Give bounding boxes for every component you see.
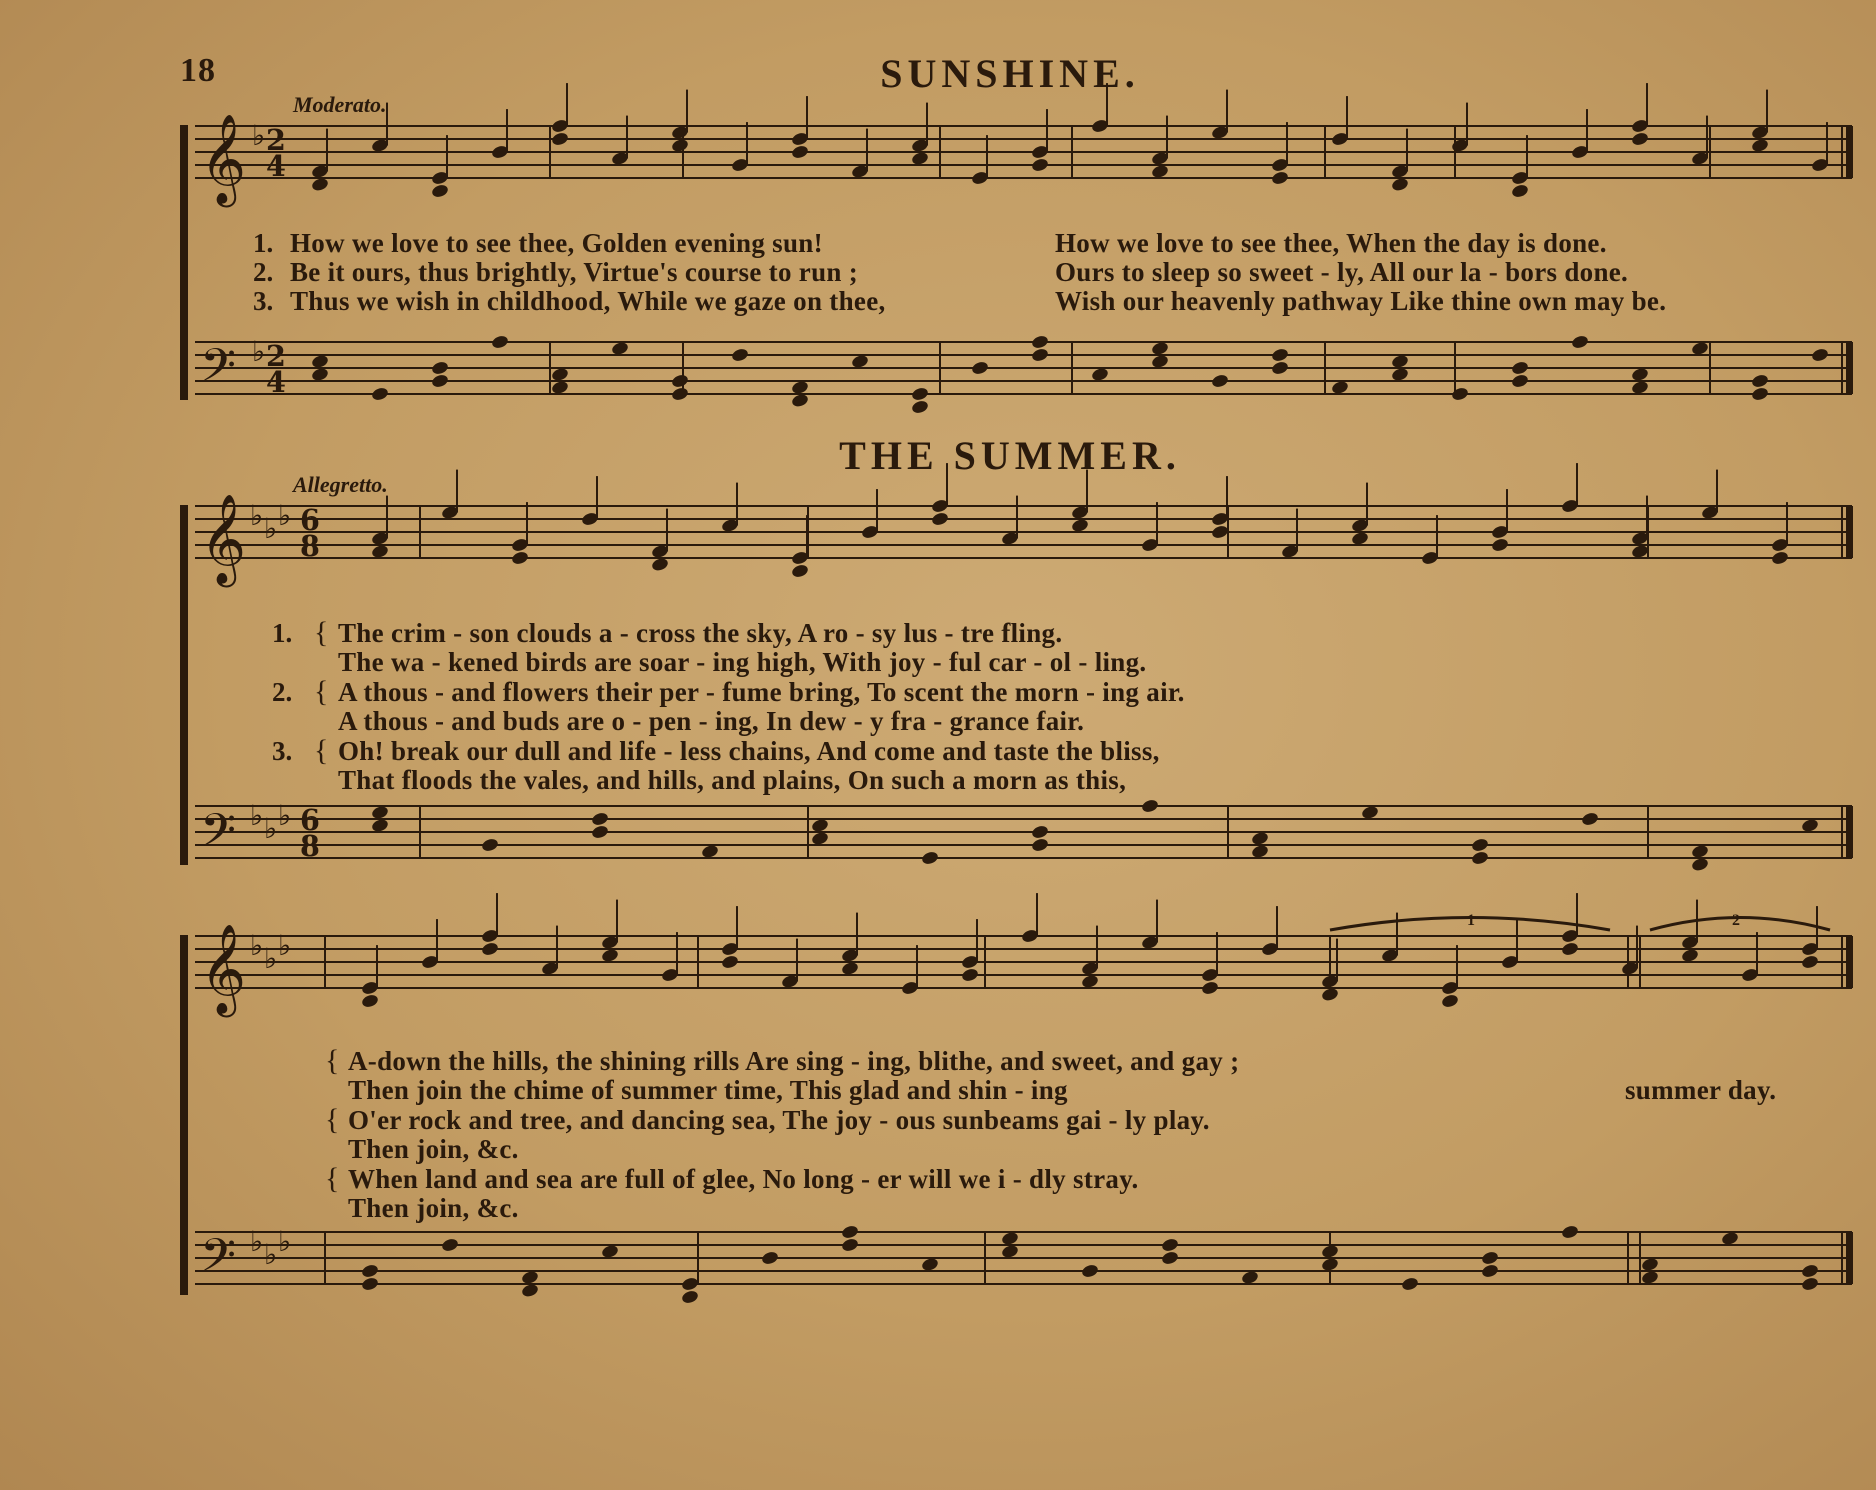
lyric-line: A thous - and buds are o - pen - ing, In dew - y fra - grance fair. (338, 706, 1085, 736)
flat-sign: ♭ (264, 942, 278, 975)
note-head (551, 131, 570, 147)
note-head (721, 954, 740, 970)
brace: { (325, 1162, 340, 1195)
note-head (1581, 811, 1600, 827)
note-head (1031, 347, 1050, 363)
time-signature: 2 (266, 123, 286, 157)
note-head (431, 360, 450, 376)
note-head (491, 334, 510, 350)
verse-number: 2. (272, 677, 293, 707)
note-head (761, 1250, 780, 1266)
note-head (1031, 157, 1050, 173)
lyric-line: When land and sea are full of glee, No long - er will we i - dly stray. (348, 1164, 1139, 1194)
note-head (1801, 1276, 1820, 1292)
flat-sign: ♭ (264, 512, 278, 545)
note-head (591, 811, 610, 827)
note-head (1471, 850, 1490, 866)
note-head (1441, 993, 1460, 1009)
note-head (441, 1237, 460, 1253)
note-head (1271, 347, 1290, 363)
note-head (1161, 1237, 1180, 1253)
flat-sign: ♭ (278, 799, 292, 832)
tempo-marking-moderato: Moderato. (293, 92, 387, 117)
time-signature: 2 (266, 339, 286, 373)
flat-sign: ♭ (278, 1225, 292, 1258)
note-head (791, 563, 810, 579)
note-head (481, 941, 500, 957)
note-head (1481, 1250, 1500, 1266)
note-head (961, 967, 980, 983)
note-head (911, 399, 930, 415)
note-head (1471, 837, 1490, 853)
lyric-line: summer day. (1625, 1075, 1777, 1105)
treble-clef-icon: 𝄞 (200, 114, 247, 204)
note-head (1801, 1263, 1820, 1279)
brace: { (314, 616, 329, 649)
tempo-marking-allegretto: Allegretto. (293, 472, 388, 497)
verse-number: 3. (253, 286, 274, 316)
lyric-line: Oh! break our dull and life - less chains, And come and taste the bliss, (338, 736, 1160, 766)
flat-sign: ♭ (252, 335, 266, 368)
note-head (1211, 373, 1230, 389)
final-barline (1846, 126, 1853, 178)
note-head (1751, 373, 1770, 389)
time-signature: 8 (300, 529, 320, 563)
note-head (671, 373, 690, 389)
note-head (481, 837, 500, 853)
note-head (1271, 170, 1290, 186)
note-head (1481, 1263, 1500, 1279)
lyric-line: Thus we wish in childhood, While we gaze on thee, (290, 286, 886, 316)
note-head (431, 373, 450, 389)
flat-sign: ♭ (250, 499, 264, 532)
brace: { (314, 675, 329, 708)
note-head (841, 1224, 860, 1240)
flat-sign: ♭ (278, 929, 292, 962)
lyric-line: Be it ours, thus brightly, Virtue's course to run ; (290, 257, 859, 287)
lyric-line: The crim - son clouds a - cross the sky, A ro - sy lus - tre fling. (338, 618, 1063, 648)
note-head (1491, 537, 1510, 553)
note-head (1561, 1224, 1580, 1240)
brace: { (314, 734, 329, 767)
lyric-line: Wish our heavenly pathway Like thine own may be. (1055, 286, 1667, 316)
time-signature: 6 (300, 503, 320, 537)
lyric-line: How we love to see thee, When the day is done. (1055, 228, 1607, 258)
final-barline (1846, 1232, 1853, 1284)
volta-bracket (1650, 918, 1830, 931)
verse-number: 2. (253, 257, 274, 287)
time-signature: 6 (300, 803, 320, 837)
note-head (1161, 1250, 1180, 1266)
note-head (681, 1276, 700, 1292)
note-head (1771, 550, 1790, 566)
note-head (971, 360, 990, 376)
flat-sign: ♭ (252, 119, 266, 152)
flat-sign: ♭ (264, 812, 278, 845)
bass-clef-icon: 𝄢 (200, 1229, 237, 1294)
note-head (361, 1276, 380, 1292)
flat-sign: ♭ (264, 1238, 278, 1271)
treble-clef-icon: 𝄞 (200, 924, 247, 1014)
note-head (931, 511, 950, 527)
note-head (1031, 334, 1050, 350)
lyric-line: The wa - kened birds are soar - ing high, With joy - ful car - ol - ling. (338, 647, 1147, 677)
final-barline (1846, 342, 1853, 394)
lyric-line: A thous - and flowers their per - fume bring, To scent the morn - ing air. (338, 677, 1185, 707)
lyric-line: Then join, &c. (348, 1134, 519, 1164)
note-head (431, 183, 450, 199)
song-title-sunshine: SUNSHINE. (880, 51, 1140, 96)
note-head (681, 1289, 700, 1305)
song-title-the-summer: THE SUMMER. (839, 433, 1181, 478)
note-head (1141, 798, 1160, 814)
time-signature: 4 (266, 365, 286, 399)
verse-number: 3. (272, 736, 293, 766)
note-head (671, 386, 690, 402)
note-head (1201, 980, 1220, 996)
brace: { (325, 1103, 340, 1136)
note-head (1751, 386, 1770, 402)
note-head (1561, 941, 1580, 957)
flat-sign: ♭ (250, 799, 264, 832)
lyric-line: How we love to see thee, Golden evening sun! (290, 228, 823, 258)
note-head (911, 386, 930, 402)
final-barline (1846, 806, 1853, 858)
note-head (921, 850, 940, 866)
system-bracket (180, 125, 188, 400)
note-head (1571, 334, 1590, 350)
note-head (1511, 183, 1530, 199)
note-head (1811, 347, 1830, 363)
lyric-line: Then join, &c. (348, 1193, 519, 1223)
treble-clef-icon: 𝄞 (200, 494, 247, 584)
note-head (1271, 360, 1290, 376)
note-head (1031, 824, 1050, 840)
note-head (591, 824, 610, 840)
time-signature: 8 (300, 829, 320, 863)
note-head (1081, 1263, 1100, 1279)
ending-number: 2 (1732, 912, 1740, 929)
final-barline (1846, 506, 1853, 558)
verse-number: 1. (253, 228, 274, 258)
note-head (1511, 373, 1530, 389)
flat-sign: ♭ (250, 929, 264, 962)
brace: { (325, 1044, 340, 1077)
note-head (1511, 360, 1530, 376)
bass-clef-icon: 𝄢 (200, 804, 237, 869)
flat-sign: ♭ (250, 1225, 264, 1258)
note-head (361, 993, 380, 1009)
ending-number: 1 (1467, 912, 1475, 929)
final-barline (1846, 936, 1853, 988)
verse-number: 1. (272, 618, 293, 648)
note-head (1631, 131, 1650, 147)
note-head (1801, 954, 1820, 970)
note-head (371, 386, 390, 402)
bass-clef-icon: 𝄢 (200, 339, 237, 404)
note-head (511, 550, 530, 566)
system-bracket (180, 505, 188, 865)
note-head (361, 1263, 380, 1279)
lyric-line: That floods the vales, and hills, and plains, On such a morn as this, (338, 765, 1127, 795)
note-head (1211, 524, 1230, 540)
note-head (841, 1237, 860, 1253)
note-head (731, 347, 750, 363)
lyric-line: O'er rock and tree, and dancing sea, The joy - ous sunbeams gai - ly play. (348, 1105, 1210, 1135)
time-signature: 4 (266, 149, 286, 183)
note-head (1401, 1276, 1420, 1292)
note-head (1031, 837, 1050, 853)
lyric-line: Then join the chime of summer time, This glad and shin - ing (348, 1075, 1068, 1105)
lyric-line: Ours to sleep so sweet - ly, All our la - bors done. (1055, 257, 1629, 287)
system-bracket (180, 935, 188, 1295)
page-number: 18 (180, 52, 216, 89)
flat-sign: ♭ (278, 499, 292, 532)
note-head (1451, 386, 1470, 402)
lyric-line: A-down the hills, the shining rills Are sing - ing, blithe, and sweet, and gay ; (348, 1046, 1240, 1076)
note-head (791, 144, 810, 160)
